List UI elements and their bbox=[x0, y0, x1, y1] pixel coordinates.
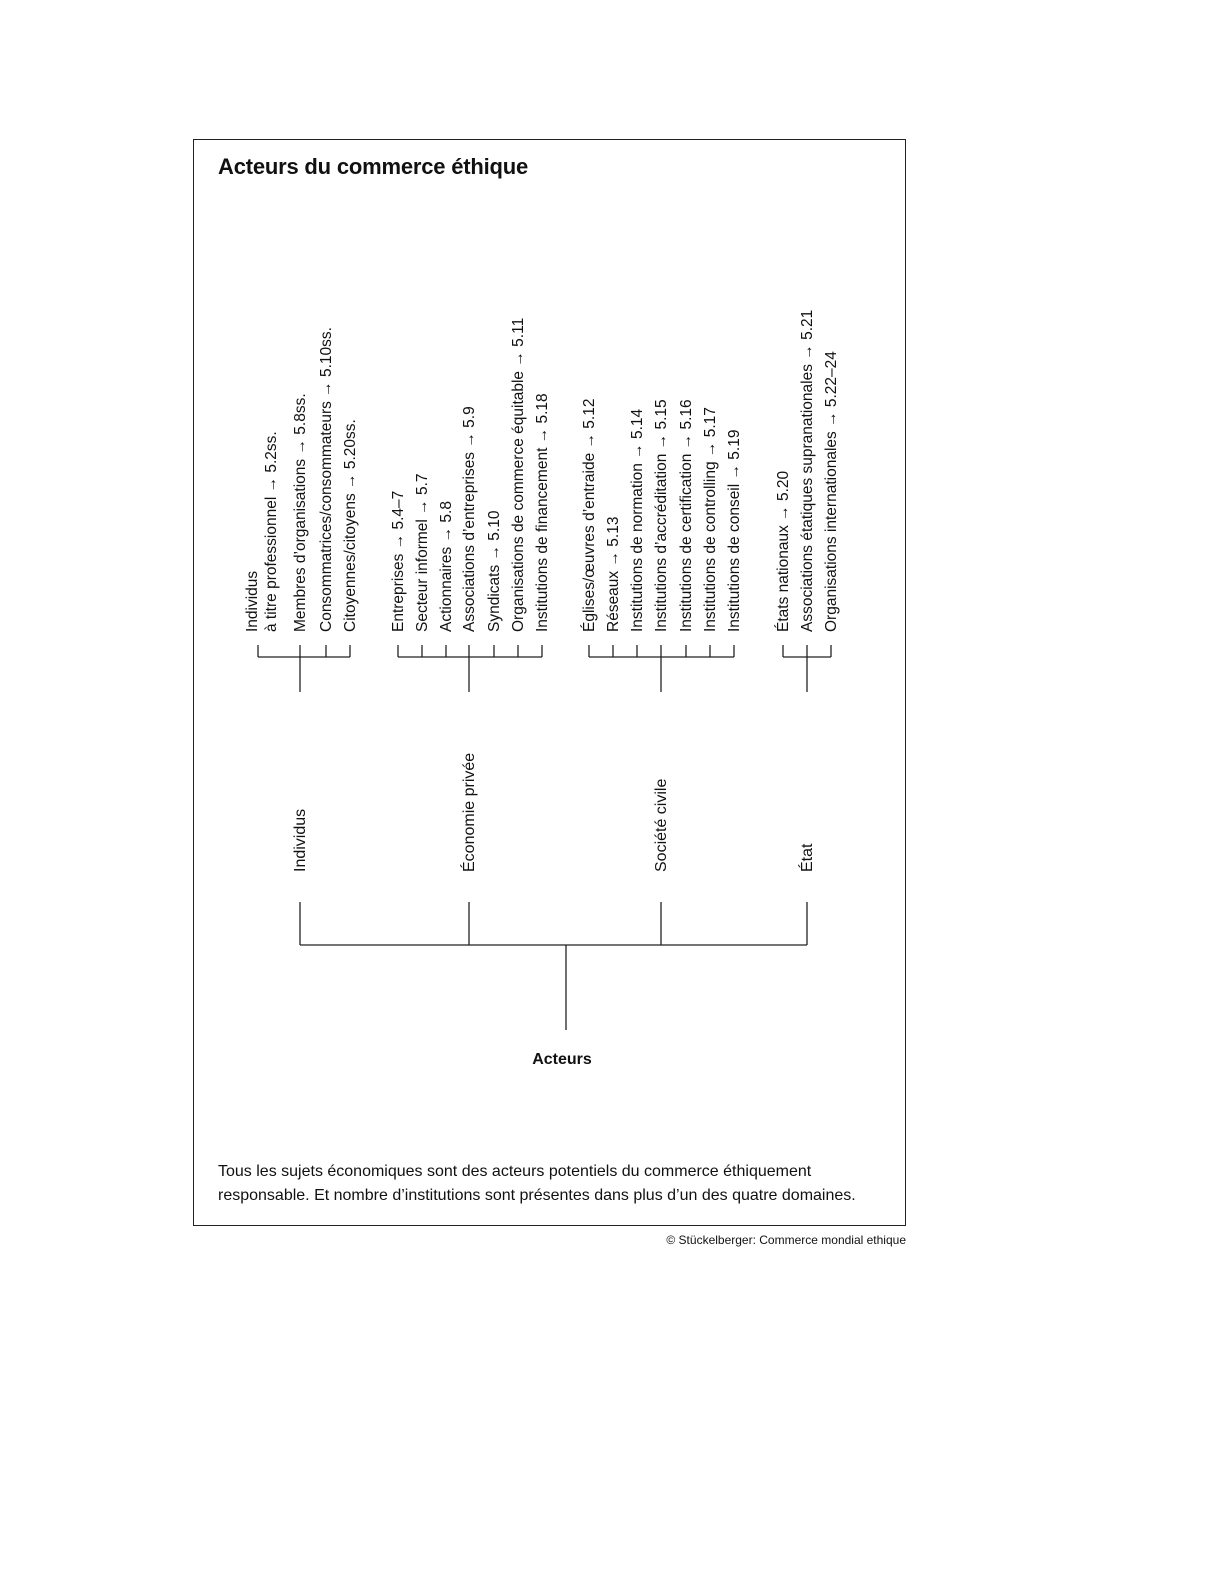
actor-item: Membres d’organisations → 5.8ss. bbox=[292, 393, 309, 632]
actor-item: Associations étatiques supranationales → 5.21 bbox=[799, 309, 816, 632]
actor-item: Institutions d’accréditation → 5.15 bbox=[653, 399, 670, 632]
group-label: Économie privée bbox=[461, 752, 478, 872]
caption: Tous les sujets économiques sont des acteurs potentiels du commerce éthiquement responsable. Et nombre d’institutions sont présentes dans plus d’un des quatre domaines. bbox=[218, 1163, 856, 1204]
actor-item-line1: Individus bbox=[244, 570, 261, 632]
group-label: État bbox=[799, 843, 816, 872]
actor-item: Associations d’entreprises → 5.9 bbox=[461, 406, 478, 632]
actor-item: Institutions de conseil → 5.19 bbox=[726, 429, 743, 632]
figure-title: Acteurs du commerce éthique bbox=[218, 154, 529, 179]
actor-item: Consommatrices/consommateurs → 5.10ss. bbox=[318, 327, 335, 632]
group-label: Société civile bbox=[653, 778, 670, 872]
actor-item: Réseaux → 5.13 bbox=[605, 516, 622, 632]
actor-item: Institutions de controlling → 5.17 bbox=[702, 407, 719, 632]
actor-item: Organisations internationales → 5.22–24 bbox=[823, 351, 840, 632]
actor-item: Citoyennes/citoyens → 5.20ss. bbox=[342, 419, 359, 632]
actor-item: Églises/œuvres d’entraide → 5.12 bbox=[581, 398, 598, 632]
copyright-credit: © Stückelberger: Commerce mondial ethique bbox=[666, 1233, 906, 1247]
actor-item: Institutions de certification → 5.16 bbox=[678, 399, 695, 632]
actor-item: Secteur informel → 5.7 bbox=[414, 473, 431, 632]
actor-item: États nationaux → 5.20 bbox=[775, 470, 792, 632]
actor-item: Entreprises → 5.4–7 bbox=[390, 490, 407, 632]
actor-item: Organisations de commerce équitable → 5.11 bbox=[510, 317, 527, 632]
actor-item: Actionnaires → 5.8 bbox=[438, 501, 455, 632]
actor-item-line2: à titre professionnel → 5.2ss. bbox=[263, 431, 280, 632]
actor-item: Syndicats → 5.10 bbox=[486, 510, 503, 632]
group-label: Individus bbox=[292, 808, 309, 872]
root-label: Acteurs bbox=[532, 1051, 592, 1068]
actor-item: Institutions de financement → 5.18 bbox=[534, 393, 551, 632]
actor-item: Institutions de normation → 5.14 bbox=[629, 408, 646, 632]
